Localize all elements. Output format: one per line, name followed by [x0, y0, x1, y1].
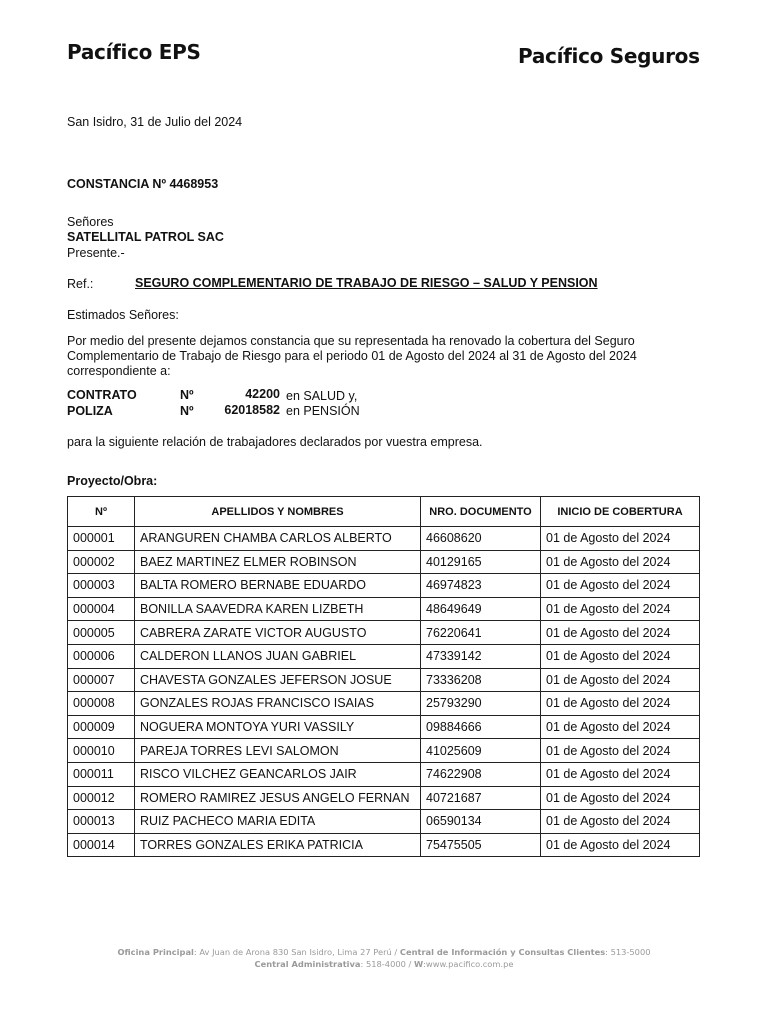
cell-document: 46608620 [421, 527, 541, 551]
footer-admin-value: : 518-4000 / [360, 959, 414, 969]
cell-full-name: BAEZ MARTINEZ ELMER ROBINSON [135, 550, 421, 574]
table-header-row [68, 497, 700, 527]
footer-web-label: W [413, 959, 424, 969]
contrato-number: 42200 [245, 387, 280, 401]
cell-coverage-start: 01 de Agosto del 2024 [541, 692, 700, 716]
contrato-no-label: Nº [180, 388, 194, 402]
cell-coverage-start: 01 de Agosto del 2024 [541, 597, 700, 621]
poliza-no-label: Nº [180, 404, 194, 418]
proyecto-label: Proyecto/Obra: [67, 474, 158, 488]
cell-full-name: RISCO VILCHEZ GEANCARLOS JAIR [135, 762, 421, 786]
cell-document: 40721687 [421, 786, 541, 810]
table-row [68, 597, 700, 621]
poliza-number: 62018582 [224, 403, 280, 417]
column-header-coverage-start: INICIO DE COBERTURA [541, 497, 700, 527]
footer-web-value: :www.pacifico.com.pe [423, 959, 514, 969]
body-paragraph [67, 334, 687, 380]
table-row [68, 574, 700, 598]
cell-number: 000014 [68, 833, 135, 857]
cell-document: 47339142 [421, 644, 541, 668]
cell-number: 000009 [68, 715, 135, 739]
table-row [68, 527, 700, 551]
cell-full-name: ARANGUREN CHAMBA CARLOS ALBERTO [135, 527, 421, 551]
table-row [68, 739, 700, 763]
footer-admin-label: Central Administrativa [254, 959, 361, 969]
table-row [68, 762, 700, 786]
cell-document: 40129165 [421, 550, 541, 574]
table-row [68, 810, 700, 834]
table-row [68, 644, 700, 668]
cell-coverage-start: 01 de Agosto del 2024 [541, 644, 700, 668]
cell-document: 46974823 [421, 574, 541, 598]
cell-coverage-start: 01 de Agosto del 2024 [541, 739, 700, 763]
cell-number: 000004 [68, 597, 135, 621]
body-paragraph-line: Por medio del presente dejamos constancia que su representada ha renovado la cobertura del Seguro [67, 334, 635, 348]
workers-table-body [68, 527, 700, 857]
cell-document: 48649649 [421, 597, 541, 621]
relacion-text: para la siguiente relación de trabajadores declarados por vuestra empresa. [67, 435, 483, 449]
body-paragraph-line: Complementario de Trabajo de Riesgo para el periodo 01 de Agosto del 2024 al 31 de Agosto del 2024 [67, 349, 637, 364]
footer-central-label: Central de Información y Consultas Clientes [399, 947, 606, 957]
cell-number: 000008 [68, 692, 135, 716]
table-row [68, 550, 700, 574]
presente-text: Presente.- [67, 246, 125, 260]
cell-number: 000011 [68, 762, 135, 786]
cell-coverage-start: 01 de Agosto del 2024 [541, 715, 700, 739]
cell-document: 41025609 [421, 739, 541, 763]
poliza-unit: en PENSIÓN [286, 404, 360, 418]
company-name: SATELLITAL PATROL SAC [67, 230, 224, 244]
table-row [68, 621, 700, 645]
footer-office-label: Oficina Principal [117, 947, 194, 957]
cell-document: 09884666 [421, 715, 541, 739]
cell-coverage-start: 01 de Agosto del 2024 [541, 668, 700, 692]
cell-coverage-start: 01 de Agosto del 2024 [541, 621, 700, 645]
cell-document: 25793290 [421, 692, 541, 716]
cell-number: 000012 [68, 786, 135, 810]
constancia-number: CONSTANCIA Nº 4468953 [67, 177, 219, 191]
table-row [68, 715, 700, 739]
cell-document: 73336208 [421, 668, 541, 692]
cell-full-name: RUIZ PACHECO MARIA EDITA [135, 810, 421, 834]
footer-line-2 [0, 958, 768, 970]
body-paragraph-line: correspondiente a: [67, 364, 171, 379]
letter-date: San Isidro, 31 de Julio del 2024 [67, 115, 243, 129]
column-header-names: APELLIDOS Y NOMBRES [135, 497, 421, 527]
greeting: Estimados Señores: [67, 308, 179, 322]
poliza-label: POLIZA [67, 404, 113, 418]
cell-number: 000013 [68, 810, 135, 834]
cell-full-name: GONZALES ROJAS FRANCISCO ISAIAS [135, 692, 421, 716]
cell-full-name: PAREJA TORRES LEVI SALOMON [135, 739, 421, 763]
cell-full-name: CHAVESTA GONZALES JEFERSON JOSUE [135, 668, 421, 692]
column-header-document: NRO. DOCUMENTO [421, 497, 541, 527]
footer-central-value: : 513-5000 [605, 947, 651, 957]
cell-full-name: NOGUERA MONTOYA YURI VASSILY [135, 715, 421, 739]
cell-full-name: ROMERO RAMIREZ JESUS ANGELO FERNAN [135, 786, 421, 810]
salutation-senores: Señores [67, 215, 114, 229]
cell-document: 74622908 [421, 762, 541, 786]
cell-full-name: BONILLA SAAVEDRA KAREN LIZBETH [135, 597, 421, 621]
cell-coverage-start: 01 de Agosto del 2024 [541, 810, 700, 834]
cell-number: 000002 [68, 550, 135, 574]
pacifico-seguros-logo: Pacífico Seguros [518, 44, 700, 68]
cell-number: 000007 [68, 668, 135, 692]
cell-coverage-start: 01 de Agosto del 2024 [541, 762, 700, 786]
table-row [68, 833, 700, 857]
workers-table [67, 496, 700, 857]
table-row [68, 786, 700, 810]
cell-full-name: CALDERON LLANOS JUAN GABRIEL [135, 644, 421, 668]
contrato-unit: en SALUD y, [286, 389, 358, 403]
pacifico-eps-logo: Pacífico EPS [67, 40, 201, 64]
ref-subject: SEGURO COMPLEMENTARIO DE TRABAJO DE RIESGO – SALUD Y PENSION [135, 276, 598, 290]
cell-document: 76220641 [421, 621, 541, 645]
cell-coverage-start: 01 de Agosto del 2024 [541, 574, 700, 598]
cell-number: 000005 [68, 621, 135, 645]
cell-full-name: CABRERA ZARATE VICTOR AUGUSTO [135, 621, 421, 645]
cell-document: 06590134 [421, 810, 541, 834]
cell-number: 000003 [68, 574, 135, 598]
contrato-label: CONTRATO [67, 388, 137, 402]
cell-coverage-start: 01 de Agosto del 2024 [541, 550, 700, 574]
cell-document: 75475505 [421, 833, 541, 857]
ref-label: Ref.: [67, 277, 94, 291]
footer-line-1 [0, 946, 768, 958]
column-header-number: Nº [68, 497, 135, 527]
footer-office-value: : Av Juan de Arona 830 San Isidro, Lima 27 Perú / [193, 947, 400, 957]
table-row [68, 668, 700, 692]
cell-coverage-start: 01 de Agosto del 2024 [541, 833, 700, 857]
cell-full-name: TORRES GONZALES ERIKA PATRICIA [135, 833, 421, 857]
cell-number: 000001 [68, 527, 135, 551]
footer [0, 946, 768, 970]
cell-number: 000006 [68, 644, 135, 668]
cell-coverage-start: 01 de Agosto del 2024 [541, 527, 700, 551]
cell-full-name: BALTA ROMERO BERNABE EDUARDO [135, 574, 421, 598]
cell-number: 000010 [68, 739, 135, 763]
table-row [68, 692, 700, 716]
cell-coverage-start: 01 de Agosto del 2024 [541, 786, 700, 810]
